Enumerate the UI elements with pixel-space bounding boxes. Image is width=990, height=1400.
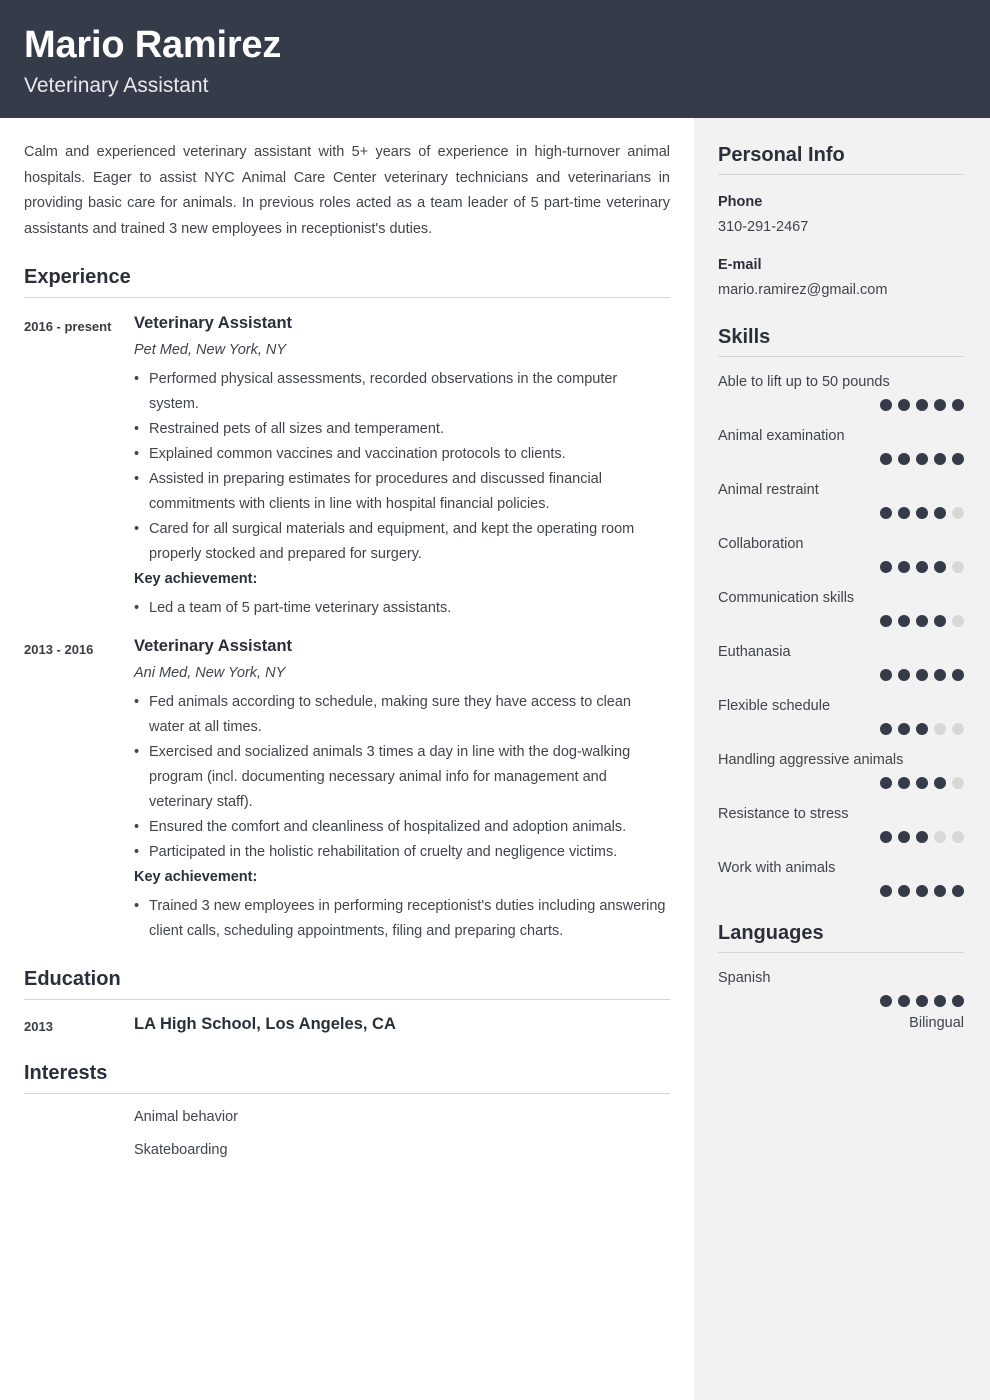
contact-value-phone[interactable]: 310-291-2467 (718, 219, 809, 235)
key-achievement-bullet: • Led a team of 5 part-time veterinary assistants. (134, 596, 670, 621)
rating-dot-5 (952, 831, 964, 843)
rating-dot-2 (898, 615, 910, 627)
rating-dot-3 (916, 723, 928, 735)
education-entry-list (24, 1013, 670, 1038)
experience-heading: Experience (24, 264, 670, 298)
main-column (0, 118, 694, 1400)
skill-label: Animal restraint (718, 482, 819, 498)
rating-dot-4 (934, 399, 946, 411)
skill-label: Communication skills (718, 590, 855, 606)
skills-rating-list (718, 372, 964, 897)
key-achievement-bullet: • Trained 3 new employees in performing receptionist's duties including answering client calls, scheduling appointments, filing and preparing charts. (134, 894, 670, 944)
interest-date-spacer (24, 1140, 134, 1160)
rating-dot-3 (916, 669, 928, 681)
experience-entry-date: 2016 - present (24, 319, 112, 334)
personal-info-section (718, 142, 964, 301)
skill-item (718, 750, 964, 789)
key-achievement-list (134, 596, 670, 621)
experience-bullet: • Fed animals according to schedule, making sure they have access to clean water at all times. (134, 690, 670, 740)
rating-dot-2 (898, 453, 910, 465)
experience-entry-list (24, 312, 670, 944)
rating-dot-2 (898, 669, 910, 681)
skills-heading: Skills (718, 324, 964, 357)
rating-dot-1 (880, 507, 892, 519)
education-heading: Education (24, 966, 670, 1000)
page-title: Mario Ramirez (24, 24, 282, 66)
rating-dot-1 (880, 615, 892, 627)
skill-item (718, 804, 964, 843)
experience-entry-body (134, 312, 670, 621)
rating-dot-3 (916, 777, 928, 789)
experience-bullet-list (134, 690, 670, 865)
language-item (718, 968, 964, 1033)
skill-label: Handling aggressive animals (718, 752, 904, 768)
education-entry-date: 2013 (24, 1019, 53, 1034)
rating-dot-4 (934, 507, 946, 519)
skill-rating-dots (718, 777, 964, 789)
skill-rating-dots (718, 831, 964, 843)
rating-dot-2 (898, 777, 910, 789)
rating-dot-3 (916, 561, 928, 573)
experience-bullet: • Participated in the holistic rehabilitation of cruelty and negligence victims. (134, 840, 670, 865)
skill-label: Able to lift up to 50 pounds (718, 374, 890, 390)
experience-bullet: • Explained common vaccines and vaccination protocols to clients. (134, 442, 670, 467)
skill-rating-dots (718, 507, 964, 519)
skill-item (718, 642, 964, 681)
rating-dot-3 (916, 995, 928, 1007)
interest-item (24, 1140, 670, 1160)
rating-dot-2 (898, 995, 910, 1007)
experience-bullet: • Cared for all surgical materials and equipment, and kept the operating room properly stocked and prepared for surgery. (134, 517, 670, 567)
resume-body (0, 118, 990, 1400)
skill-label: Work with animals (718, 860, 836, 876)
interests-heading: Interests (24, 1060, 670, 1094)
rating-dot-1 (880, 831, 892, 843)
rating-dot-2 (898, 561, 910, 573)
personal-info-field-list (718, 191, 964, 301)
experience-entry-role: Veterinary Assistant (134, 637, 293, 655)
skill-rating-dots (718, 723, 964, 735)
interest-date-spacer (24, 1107, 134, 1127)
rating-dot-5 (952, 453, 964, 465)
experience-entry (24, 635, 670, 944)
languages-heading: Languages (718, 920, 964, 953)
rating-dot-5 (952, 669, 964, 681)
rating-dot-4 (934, 561, 946, 573)
language-proficiency-note: Bilingual (909, 1015, 964, 1031)
rating-dot-3 (916, 399, 928, 411)
rating-dot-5 (952, 399, 964, 411)
experience-bullet: • Restrained pets of all sizes and temperament. (134, 417, 670, 442)
education-entry-school: LA High School, Los Angeles, CA (134, 1015, 396, 1033)
experience-entry-role: Veterinary Assistant (134, 314, 293, 332)
skill-item (718, 858, 964, 897)
rating-dot-4 (934, 777, 946, 789)
skill-item (718, 372, 964, 411)
skill-label: Flexible schedule (718, 698, 831, 714)
skill-rating-dots (718, 399, 964, 411)
rating-dot-4 (934, 885, 946, 897)
rating-dot-1 (880, 669, 892, 681)
skill-rating-dots (718, 561, 964, 573)
rating-dot-3 (916, 831, 928, 843)
experience-entry-date: 2013 - 2016 (24, 642, 94, 657)
skill-rating-dots (718, 453, 964, 465)
sidebar-column (694, 118, 990, 1400)
skills-section (718, 324, 964, 897)
rating-dot-3 (916, 885, 928, 897)
rating-dot-3 (916, 507, 928, 519)
interests-section (24, 1060, 670, 1160)
interests-list (24, 1107, 670, 1160)
rating-dot-4 (934, 669, 946, 681)
experience-section (24, 264, 670, 944)
rating-dot-4 (934, 995, 946, 1007)
rating-dot-1 (880, 453, 892, 465)
experience-entry-organization: Pet Med, New York, NY (134, 342, 287, 358)
skill-item (718, 426, 964, 465)
contact-value-e-mail[interactable]: mario.ramirez@gmail.com (718, 282, 888, 298)
experience-bullet: • Exercised and socialized animals 3 times a day in line with the dog-walking program (incl. documenting necessary animal info for management and veterinary staff). (134, 740, 670, 815)
rating-dot-4 (934, 723, 946, 735)
rating-dot-5 (952, 723, 964, 735)
rating-dot-5 (952, 885, 964, 897)
skill-item (718, 480, 964, 519)
rating-dot-5 (952, 561, 964, 573)
rating-dot-2 (898, 399, 910, 411)
skill-rating-dots (718, 885, 964, 897)
languages-section (718, 920, 964, 1033)
rating-dot-5 (952, 615, 964, 627)
experience-bullet: • Performed physical assessments, recorded observations in the computer system. (134, 367, 670, 417)
skill-item (718, 588, 964, 627)
skill-label: Resistance to stress (718, 806, 849, 822)
rating-dot-1 (880, 723, 892, 735)
language-label: Spanish (718, 970, 771, 986)
skill-item (718, 696, 964, 735)
rating-dot-5 (952, 507, 964, 519)
rating-dot-4 (934, 831, 946, 843)
rating-dot-3 (916, 615, 928, 627)
rating-dot-1 (880, 777, 892, 789)
rating-dot-2 (898, 885, 910, 897)
experience-entry (24, 312, 670, 621)
key-achievement-label: Key achievement: (134, 869, 258, 885)
contact-label-e-mail: E-mail (718, 257, 762, 273)
skill-label: Euthanasia (718, 644, 791, 660)
key-achievement-label: Key achievement: (134, 571, 258, 587)
rating-dot-4 (934, 615, 946, 627)
summary-paragraph: Calm and experienced veterinary assistant with 5+ years of experience in high-turnover animal hospitals. Eager to assist NYC Animal Care Center veterinary technicians and veterinarians in providing basic care for animals. In previous roles acted as a team leader of 5 part-time veterinary assistants and trained 3 new employees in receptionist's duties. (24, 144, 670, 237)
language-rating-dots (718, 995, 964, 1007)
interest-item (24, 1107, 670, 1127)
rating-dot-4 (934, 453, 946, 465)
skill-rating-dots (718, 669, 964, 681)
experience-entry-organization: Ani Med, New York, NY (134, 665, 286, 681)
contact-label-phone: Phone (718, 194, 763, 210)
skill-label: Animal examination (718, 428, 845, 444)
experience-bullet: • Ensured the comfort and cleanliness of hospitalized and adoption animals. (134, 815, 670, 840)
rating-dot-2 (898, 831, 910, 843)
key-achievement-list (134, 894, 670, 944)
rating-dot-1 (880, 995, 892, 1007)
rating-dot-2 (898, 507, 910, 519)
education-section (24, 966, 670, 1038)
personal-info-heading: Personal Info (718, 142, 964, 175)
interest-label: Animal behavior (134, 1109, 238, 1125)
experience-entry-body (134, 635, 670, 944)
skill-item (718, 534, 964, 573)
header-job-title: Veterinary Assistant (24, 74, 209, 97)
languages-rating-list (718, 968, 964, 1033)
rating-dot-3 (916, 453, 928, 465)
experience-bullet: • Assisted in preparing estimates for procedures and discussed financial commitments with clients in line with hospital financial policies. (134, 467, 670, 517)
rating-dot-5 (952, 995, 964, 1007)
resume-header (0, 0, 990, 118)
experience-bullet-list (134, 367, 670, 567)
rating-dot-1 (880, 399, 892, 411)
rating-dot-1 (880, 561, 892, 573)
skill-rating-dots (718, 615, 964, 627)
rating-dot-1 (880, 885, 892, 897)
rating-dot-5 (952, 777, 964, 789)
education-entry (24, 1013, 670, 1038)
rating-dot-2 (898, 723, 910, 735)
skill-label: Collaboration (718, 536, 804, 552)
interest-label: Skateboarding (134, 1142, 228, 1158)
